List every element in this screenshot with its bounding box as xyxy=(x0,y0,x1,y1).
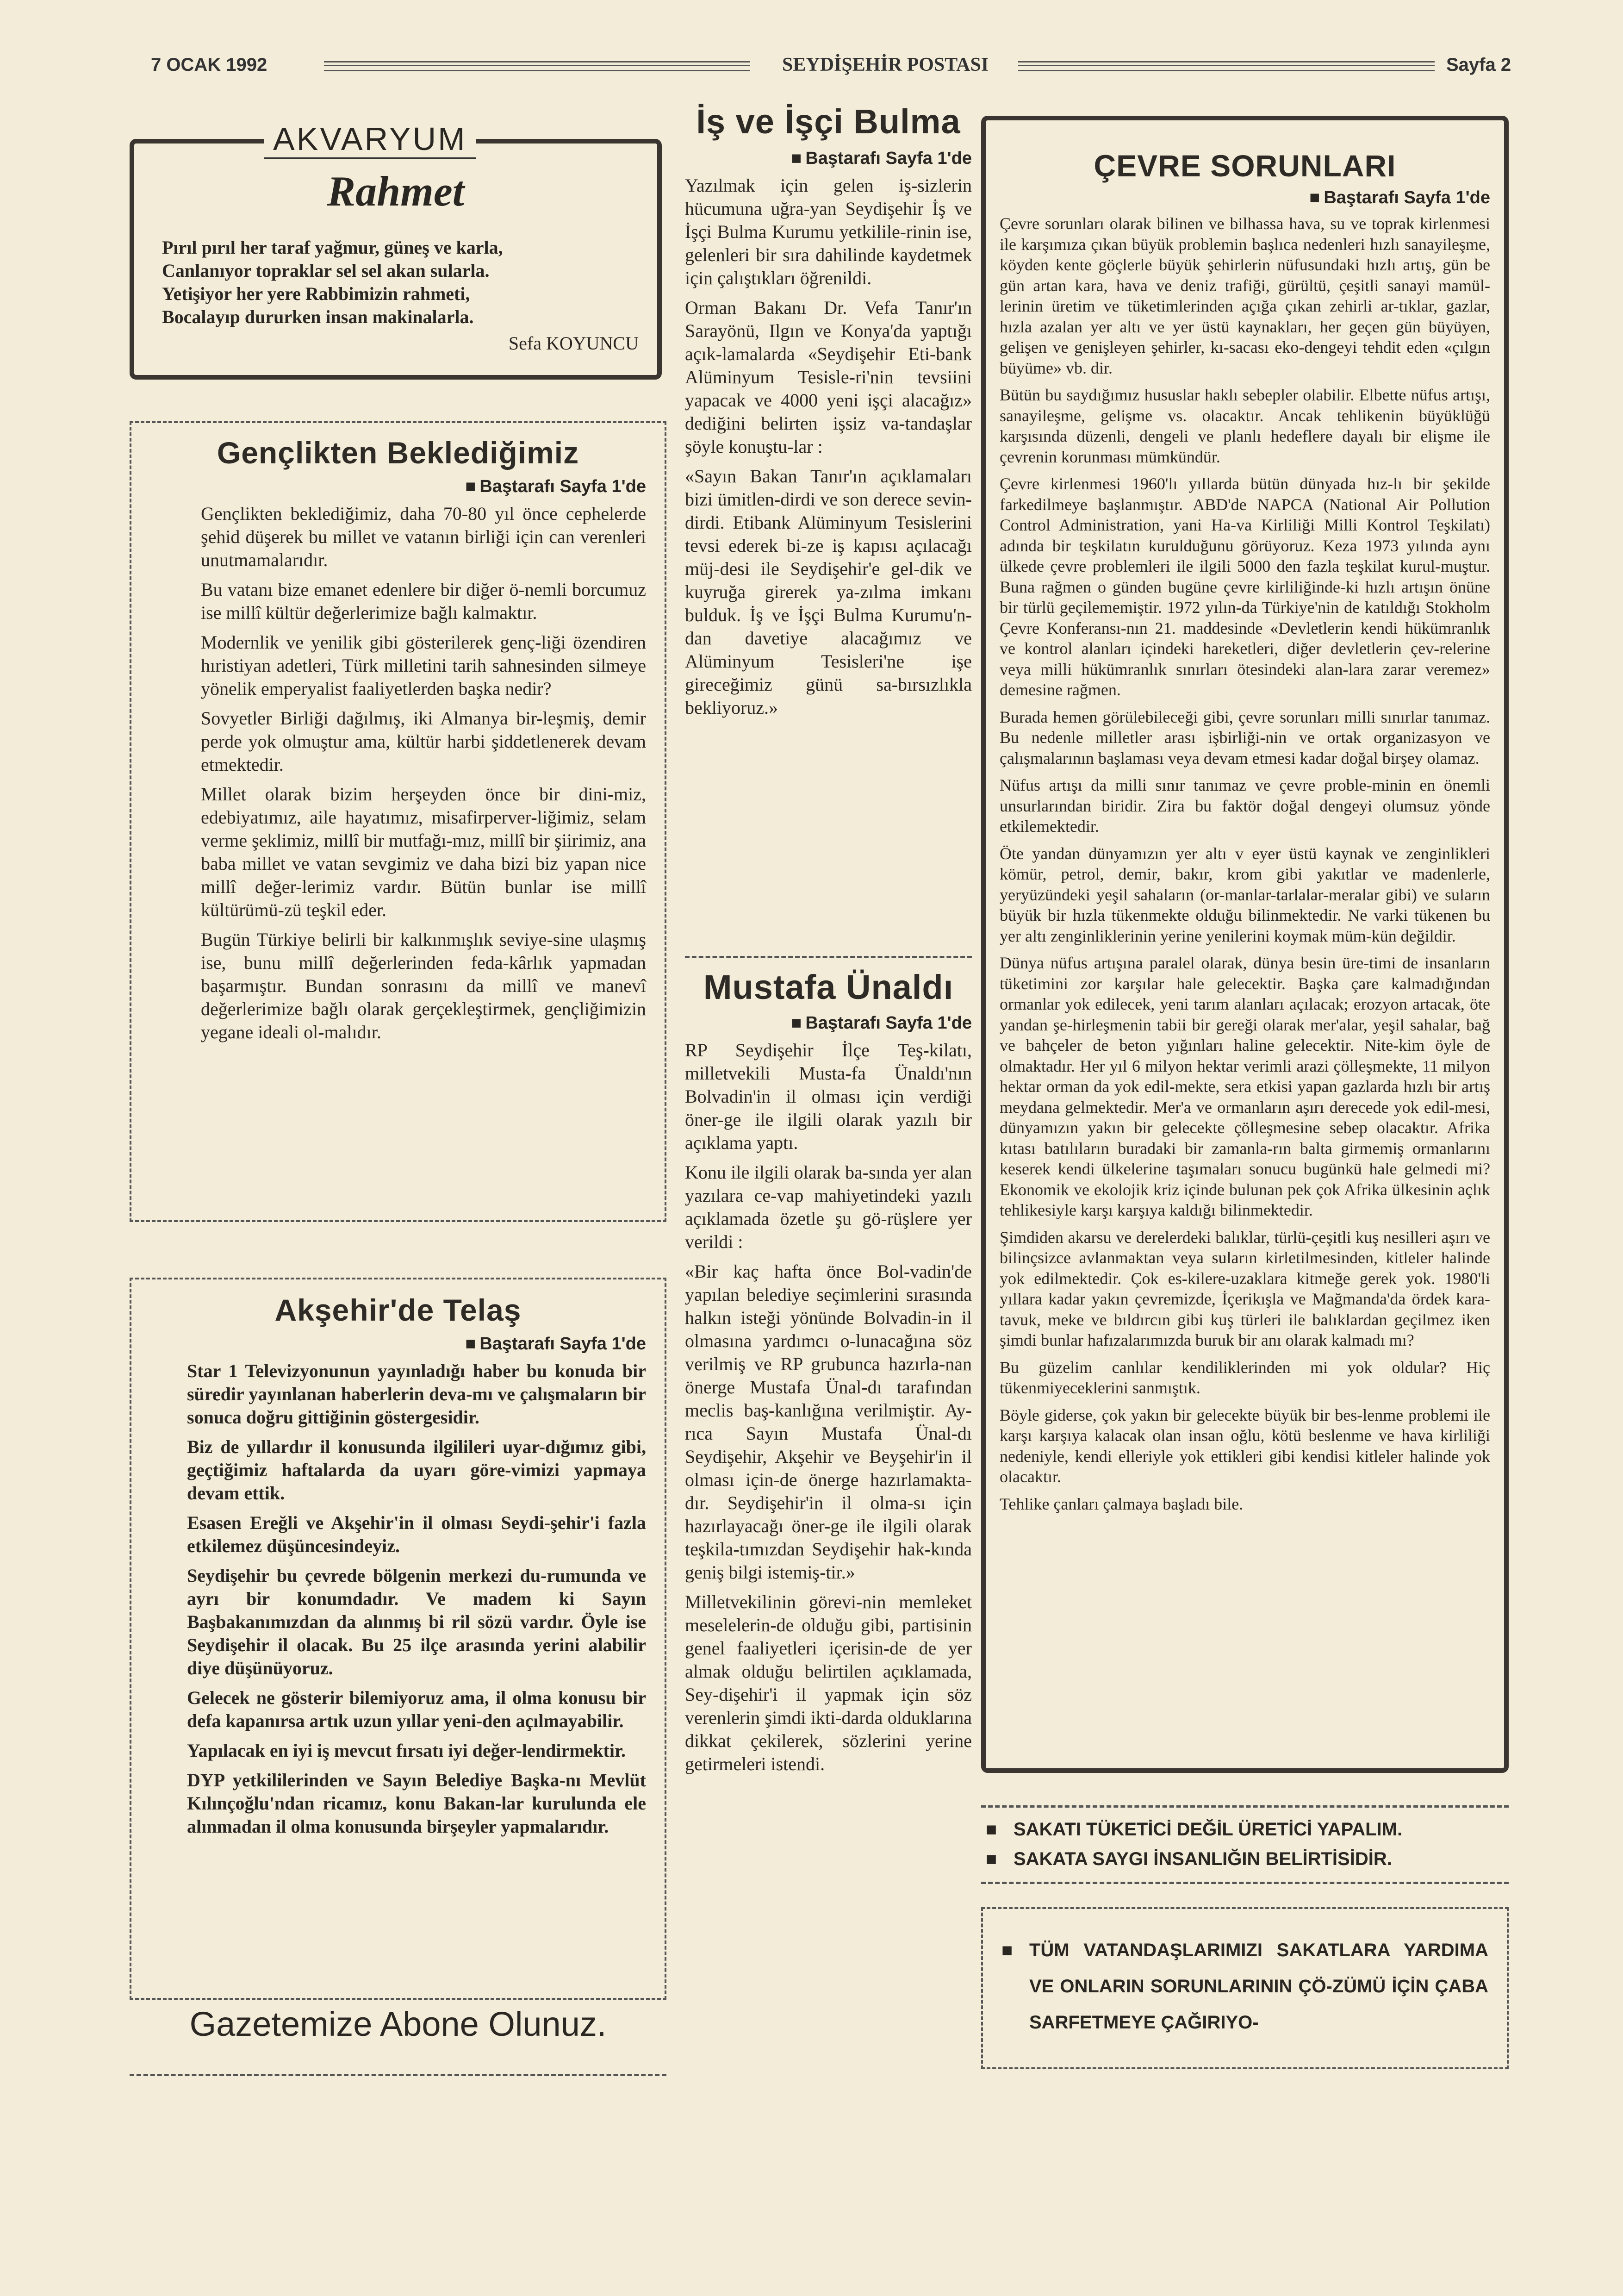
issue-date: 7 OCAK 1992 xyxy=(151,55,267,75)
akvaryum-box xyxy=(130,121,662,380)
aksehir-ref: ■ Baştarafı Sayfa 1'de xyxy=(187,1334,646,1354)
poem-body xyxy=(162,236,503,329)
paragraph: Nüfus artışı da milli sınır tanımaz ve çevre proble-minin en önemli unsurlarından biridir. Zira bu faktör doğal dengeyi olumsuz yönde etkilemektedir. xyxy=(1000,776,1490,836)
header-rule-right xyxy=(1018,61,1435,71)
paragraph: Modernlik ve yenilik gibi gösterilerek genç-liği özendiren hıristiyan adetleri, Türk milletini tarih sahnesinden silmeye yönelik emperyalist faaliyetlerden başka nedir? xyxy=(201,632,646,699)
akvaryum-section-title: AKVARYUM xyxy=(264,120,476,159)
paragraph: Star 1 Televizyonunun yayınladığı haber bu konuda bir süredir yayınlanan haberlerin deva-mı ve çalışmaların bir sonuca doğru gittiğinin göstergesidir. xyxy=(187,1360,646,1428)
slogan-item xyxy=(983,1909,1507,2040)
paragraph: Gençlikten beklediğimiz, daha 70-80 yıl önce cephelerde şehid düşerek bu millet ve vatanın birliği için can verenleri unutmamalarıdır. xyxy=(201,503,646,570)
subscribe-notice: Gazetemize Abone Olunuz. xyxy=(189,2005,607,2043)
slogan-list xyxy=(986,1815,1504,1874)
poem-line: Bocalayıp dururken insan makinalarla. xyxy=(162,306,474,327)
paragraph: DYP yetkililerinden ve Sayın Belediye Başka-nı Mevlüt Kılınçoğlu'ndan ricamız, konu Bakan-lar kurulunda ele alınmadan il olma konusunda birşeyler yapmalarıdır. xyxy=(187,1770,646,1837)
paragraph: Burada hemen görülebileceği gibi, çevre sorunları milli sınırlar tanımaz. Bu nedenle milletler arası işbirliği-nin ve ortak organizasyon ve çalışmalarının başlaması veya devam etmesi kadar doğal birşey olamaz. xyxy=(1000,707,1490,767)
genclik-body xyxy=(131,470,665,1044)
isci-article xyxy=(685,102,972,726)
paragraph: Bu güzelim canlılar kendiliklerinden mi yok oldular? Hiç tükenmiyeceklerini sanmıştık. xyxy=(1000,1358,1490,1397)
paragraph: «Sayın Bakan Tanır'ın açıklamaları bizi ümitlen-dirdi ve son derece sevin-dirdi. Etibank Alüminyum Tesislerini tevsi ederek bi-ze iş kapısı açılacağı müj-desi ile Seydişehir'e gel-dik ve kuyruğa girerek ya-zılma imkanı bulduk. İş ve İşçi Bulma Kurumu'n-dan davetiye alacağımız ve Alüminyum Tesisleri'ne işe gireceğimiz günü sa-bırsızlıkla bekliyoruz.» xyxy=(685,466,972,718)
slogan-text: TÜM VATANDAŞLARIMIZI SAKATLARA YARDIMA VE ONLARIN SORUNLARININ ÇÖ-ZÜMÜ İÇİN ÇABA SARFETMEYE ÇAĞIRIYO- xyxy=(1029,1940,1488,2033)
paragraph: Bütün bu saydığımız hususlar haklı sebepler olabilir. Elbette nüfus artışı, sanayileşme, gelişme vs. olacaktır. Ancak tehlikenin büyüklüğü karşısında düzenli, dengeli ve planlı hedeflere dayalı bir elişme ile çevrenin korunması mümkündür. xyxy=(1000,386,1490,466)
aksehir-body xyxy=(131,1328,665,1838)
aksehir-box xyxy=(130,1278,666,2000)
cevre-title: ÇEVRE SORUNLARI xyxy=(1094,149,1396,183)
paragraph: «Bir kaç hafta önce Bol-vadin'de yapılan belediye seçimlerini sırasında halkın isteği yönünde Bolvadin-in il olmasına yardımcı o-lunacağına söz verilmiş ve RP grubunca hazırla-nan önerge Mustafa Ünal-dı tarafından meclis baş-kanlığına verilmiştir. Ay-rıca Sayın Mustafa Ünal-dı Seydişehir, Akşehir ve Beyşehir'in il olması için-de önerge hazırlamakta-dır. Seydişehir'in il olma-sı için hazırlayacağı öner-ge ile ilgili olarak teşkila-tımızdan Seydişehir hak-kında geniş bilgi istemiş-tir.» xyxy=(685,1261,972,1583)
paragraph: Yazılmak için gelen iş-sizlerin hücumuna uğra-yan Seydişehir İş ve İşçi Bulma Kurumu yetkilile-rinin ise, gelenleri bir sıra dahilinde kaydetmek için çalıştıkları öğrenildi. xyxy=(685,175,972,288)
poem-line: Yetişiyor her yere Rabbimizin rahmeti, xyxy=(162,283,470,304)
slogan-divider-bottom xyxy=(981,1882,1509,1884)
middle-divider xyxy=(685,956,972,958)
unaldi-article xyxy=(685,967,972,1782)
paragraph: Bu vatanı bize emanet edenlere bir diğer ö-nemli borcumuz ise millî kültür değerlerimize bağlı kalmaktır. xyxy=(201,579,646,623)
slogan-text: SAKATI TÜKETİCİ DEĞİL ÜRETİCİ YAPALIM. xyxy=(1014,1819,1403,1840)
paragraph: Şimdiden akarsu ve derelerdeki balıklar, türlü-çeşitli kuş nesilleri aşırı ve bilinçsizce avlanmaktan veya suların kirletilmesinden, kitleler halinde yok edilmektedir. Çok es-kilere-uzaklara kitmeğe gerek yok. 1980'li yıllara kadar yakın çevremizde, İçerikışla ve Mağmanda'da ördek kara-tavuk, meke ve bıldırcın gibi kuş türleri ile balıklardan geçilmez iken şimdi bunlar hafızalarımızda buruk bir anı olarak kalmadı mı? xyxy=(1000,1228,1490,1349)
paragraph: RP Seydişehir İlçe Teş-kilatı, milletvekili Musta-fa Ünaldı'nın Bolvadin'in il olması için verdiği öner-ge ile ilgili olarak yazılı bir açıklama yaptı. xyxy=(685,1040,972,1153)
paragraph: Biz de yıllardır il konusunda ilgilileri uyar-dığımız gibi, geçtiğimiz haftalarda da uyarı göre-vimizi yapmaya devam ettik. xyxy=(187,1436,646,1504)
paragraph: Orman Bakanı Dr. Vefa Tanır'ın Sarayönü, Ilgın ve Konya'da yaptığı açık-lamalarda «Seydişehir Eti-bank Alüminyum Tesisle-ri'nin tevsiini yapacak ve 4000 yeni işçi alacağız» dediğini belirten işsiz va-tandaşlar şöyle konuştu-lar : xyxy=(685,297,972,457)
slogan-item xyxy=(986,1815,1504,1844)
poem-line: Canlanıyor topraklar sel sel akan sularla. xyxy=(162,260,490,281)
unaldi-ref: ■ Baştarafı Sayfa 1'de xyxy=(685,1013,972,1033)
cevre-ref: ■ Baştarafı Sayfa 1'de xyxy=(1000,188,1490,208)
paragraph: Çevre kirlenmesi 1960'lı yıllarda bütün dünyada hız-lı bir şekilde farkedilmeye başlanmıştır. ABD'de NAPCA (National Air Pollution Control Administration, yani Ha-va Kirliliği Milli Kontrol Teşkilatı) adında bir teşkilatın kurulduğunu görüyoruz. Keza 1973 yılında aynı ülkede çevre problemleri ile ilgili 5000 den fazla teşkilat kurul-muştur. Buna rağmen o günden bugüne çevre kirliliğinde-ki hızlı artışın önüne bir türlü geçilememiştir. 1972 yılın-da Türkiye'nin de katıldığı Stokholm Çevre Konferansı-nın 21. maddesinde «Devletlerin kendi hükümranlık ve kontrol alanları içindeki hareketleri, diğer devletlerin çev-relerine veya milli hükümranlık sınırları ötesindeki alan-lara zarar veremez» demesine rağmen. xyxy=(1000,474,1490,699)
paragraph: Böyle giderse, çok yakın bir gelecekte büyük bir bes-lenme problemi ile karşı karşıya kalacak olan insan oğlu, kötü beslenme ve hava kirliliği nedeniyle, kendi elleriyle yok ettikleri gibi kendisi kitleler halinde yok olacaktır. xyxy=(1000,1405,1490,1486)
paragraph: Seydişehir bu çevrede bölgenin merkezi du-rumunda ve ayrı bir konumdadır. Ve madem ki Sayın Başbakanımızdan da alınmış bi ril sözü vardır. Öyle ise Seydişehir il olacak. Bu 25 ilçe arasında yerini alabilir diye düşünüyoruz. xyxy=(187,1565,646,1678)
paragraph: Konu ile ilgili olarak ba-sında yer alan yazılara ce-vap mahiyetindeki yazılı açıklamada özetle şu gö-rüşlere yer verildi : xyxy=(685,1162,972,1252)
slogan-divider-top xyxy=(981,1805,1509,1808)
cevre-box xyxy=(981,116,1509,1773)
paragraph: Esasen Ereğli ve Akşehir'in il olması Seydi-şehir'i fazla etkilemez düşüncesindeyiz. xyxy=(187,1512,646,1556)
paragraph: Yapılacak en iyi iş mevcut fırsatı iyi değer-lendirmektir. xyxy=(187,1740,626,1761)
slogan-box xyxy=(981,1907,1509,2069)
bullet-square-icon: ■ xyxy=(986,1819,997,1840)
poem-line: Pırıl pırıl her taraf yağmur, güneş ve karla, xyxy=(162,237,503,258)
isci-title: İş ve İşçi Bulma xyxy=(696,102,961,141)
aksehir-title: Akşehir'de Telaş xyxy=(274,1293,522,1327)
genclik-ref: ■ Baştarafı Sayfa 1'de xyxy=(201,477,646,497)
header-rule-left xyxy=(324,61,750,71)
isci-ref: ■ Baştarafı Sayfa 1'de xyxy=(685,149,972,168)
cevre-body xyxy=(986,183,1504,1514)
paragraph: Çevre sorunları olarak bilinen ve bilhassa hava, su ve toprak kirlenmesi ile karşımıza çıkan büyük problemin başlıca nedenleri hızlı sanayileşme, köyden kente göçlerle büyük şehirlerin nüfusundaki hızlı artış, gün be gün artan kara, hava ve deniz trafiği, gürültü, çeşitli sanayi mamül-lerinin üretim ve tüketimlerinden açığa çıkan zehirli ar-tıklar, gazlar, hızla azalan yer altı ve yer üstü kaynakları, her geçen gün büyüyen, gelişen ve genişleyen şehirler, kı-sacası eko-dengeyi tehdit eden «çılgın büyüme» vb. dir. xyxy=(1000,214,1490,377)
paragraph: Gelecek ne gösterir bilemiyoruz ama, il olma konusu bir defa kapanırsa artık uzun yıllar yeni-den açılmayabilir. xyxy=(187,1687,646,1731)
bullet-square-icon: ■ xyxy=(1001,1940,1013,1960)
genclik-box xyxy=(130,421,666,1222)
poem-title: Rahmet xyxy=(327,168,465,215)
slogan-text: SAKATA SAYGI İNSANLIĞIN BELİRTİSİDİR. xyxy=(1014,1849,1392,1869)
paragraph: Dünya nüfus artışına paralel olarak, dünya besin üre-timi de insanların tüketimini zor karşılar hale gelecektir. Başka çare kalmadığından ormanlar yok edilecek, yeni tarım alanları açılacak; erozyon artacak, öte yandan şe-hirleşmenin tabii bir gereği olarak mer'alar, yeşil sahalar, bağ ve bahçeler de beton yığınları haline gelecektir. Nite-kim öyle de olmaktadır. Her yıl 6 milyon hektar verimli arazi çölleşmekte, 11 milyon hektar orman da yok edil-mekte, sera etkisi yapan gazlarda hızlı bir artış meydana gelmektedir. Mer'a ve ormanların aşırı derecede yok edil-mesi, dünyamızın yakın bir gelecekte çölleşmesine sebep olacaktır. Afrika kıtası batılıların buradaki bir zamanla-rın balta girmemiş ormanlarını keserek kendi ülkelerine taşımaları sonucu bugünkü hale gelmedi mi? Ekonomik ve ekolojik kriz içinde bulunan pek çok Afrika ülkesinin açlık tehlikesiyle karşı karşıya kaldığı bilinmektedir. xyxy=(1000,954,1490,1219)
paragraph: Bugün Türkiye belirli bir kalkınmışlık seviye-sine ulaşmış ise, bunu millî değerlerinden feda-kârlık yapmadan başarmıştır. Bundan sonrasını da millî ve manevî değerlerimize bağlı olarak gerçekleştirmek, gençliğimizin yegane ideali ol-malıdır. xyxy=(201,929,646,1042)
paragraph: Tehlike çanları çalmaya başladı bile. xyxy=(1000,1494,1244,1513)
bullet-square-icon: ■ xyxy=(986,1849,997,1869)
paragraph: Sovyetler Birliği dağılmış, iki Almanya bir-leşmiş, demir perde yok olmuştur ama, kültür harbi şiddetlenerek devam etmektedir. xyxy=(201,708,646,775)
bottom-divider xyxy=(130,2074,666,2076)
paragraph: Milletvekilinin görevi-nin memleket meselelerin-de olduğu gibi, partisinin genel faaliyetleri içerisin-de de yer almak olduğu belirtilen açıklamada, Sey-dişehir'i il yapmak için söz verenlerin şimdi ikti-darda olduklarına dikkat çekilerek, sözlerini yerine getirmeleri istendi. xyxy=(685,1591,972,1774)
paragraph: Öte yandan dünyamızın yer altı v eyer üstü kaynak ve zenginlikleri kömür, petrol, demir, bakır, krom gibi yakıtlar ve madenlerle, yeryüzündeki yeşil sahaların (or-manlar-tarlalar-meralar gibi) ve suların büyük bir hızla tükenmekte olduğu bilinmektedir. Ne varki tükenen bu yer altı zenginliklerinin yerine yenilerini koymak müm-kün değildir. xyxy=(1000,844,1490,945)
poem-author: Sefa KOYUNCU xyxy=(508,333,639,354)
page-number: Sayfa 2 xyxy=(1446,55,1511,75)
paragraph: Millet olarak bizim herşeyden önce bir dini-miz, edebiyatımız, aile hayatımız, misafirperver-liğimiz, selam verme şeklimiz, millî bir mutfağı-mız, millî bir şiirimiz, ana baba millet ve vatan sevgimiz ve daha bizi biz yapan nice millî değer-lerimiz vardır. Bütün bunlar ise millî kültürümü-zü teşkil eder. xyxy=(201,784,646,920)
newspaper-name: SEYDİŞEHİR POSTASI xyxy=(782,54,989,75)
genclik-title: Gençlikten Beklediğimiz xyxy=(217,436,579,470)
unaldi-title: Mustafa Ünaldı xyxy=(703,968,954,1006)
slogan-item xyxy=(986,1844,1504,1874)
